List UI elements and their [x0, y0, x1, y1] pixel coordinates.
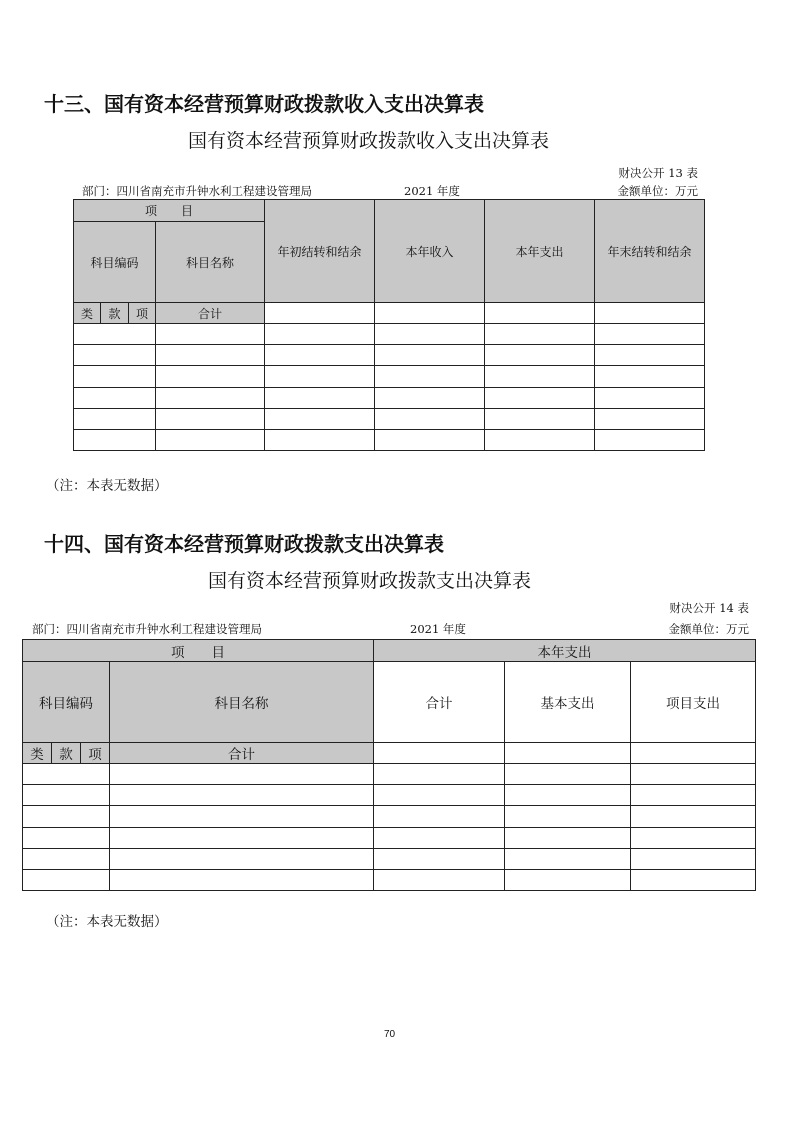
- header-current-income: 本年收入: [375, 200, 485, 303]
- header-subject-name: 科目名称: [156, 222, 265, 303]
- header-item: 项 目: [74, 200, 265, 222]
- header-opening-balance: 年初结转和结余: [265, 200, 375, 303]
- row-total-label: 合计: [110, 743, 374, 764]
- section-13-form-no: 财决公开 13 表: [618, 166, 698, 180]
- header-xiang: 项: [129, 303, 156, 324]
- header-project-expense: 项目支出: [631, 662, 756, 743]
- total-cell: [631, 743, 756, 764]
- header-xiang: 项: [81, 743, 110, 764]
- table-row: [23, 764, 756, 785]
- table-row: [74, 388, 705, 409]
- section-13-note: （注：本表无数据）: [46, 478, 168, 494]
- table-row: [23, 785, 756, 806]
- header-subject-name: 科目名称: [110, 662, 374, 743]
- table-row: [23, 870, 756, 891]
- header-total: 合计: [374, 662, 505, 743]
- header-kuan: 款: [101, 303, 129, 324]
- header-lei: 类: [74, 303, 101, 324]
- total-cell: [375, 303, 485, 324]
- header-current-expense: 本年支出: [374, 640, 756, 662]
- total-cell: [374, 743, 505, 764]
- header-item: 项 目: [23, 640, 374, 662]
- total-cell: [485, 303, 595, 324]
- section-13-table-title: 国有资本经营预算财政拨款收入支出决算表: [188, 130, 550, 152]
- total-cell: [265, 303, 375, 324]
- table-row: [74, 345, 705, 366]
- header-closing-balance: 年末结转和结余: [595, 200, 705, 303]
- section-13-year: 2021 年度: [404, 184, 460, 198]
- header-kuan: 款: [52, 743, 81, 764]
- section-14-unit: 金额单位：万元: [668, 622, 749, 636]
- page-number: 70: [384, 1029, 396, 1040]
- section-13-department: 部门：四川省南充市升钟水利工程建设管理局: [82, 184, 312, 198]
- section-14-table-title: 国有资本经营预算财政拨款支出决算表: [208, 570, 532, 592]
- section-14-form-no: 财决公开 14 表: [669, 601, 749, 615]
- total-cell: [505, 743, 631, 764]
- section-14-year: 2021 年度: [410, 622, 466, 636]
- table-row: [23, 849, 756, 870]
- table-row: [74, 430, 705, 451]
- section-14-table: [22, 639, 756, 891]
- total-cell: [595, 303, 705, 324]
- section-13-table: [73, 199, 705, 451]
- section-13-heading: 十三、国有资本经营预算财政拨款收入支出决算表: [44, 92, 484, 116]
- table-row: [74, 366, 705, 388]
- header-basic-expense: 基本支出: [505, 662, 631, 743]
- section-14-heading: 十四、国有资本经营预算财政拨款支出决算表: [44, 532, 444, 556]
- section-14-note: （注：本表无数据）: [46, 914, 168, 930]
- table-row: [23, 828, 756, 849]
- header-subject-code: 科目编码: [23, 662, 110, 743]
- table-row: [74, 324, 705, 345]
- section-13-unit: 金额单位：万元: [617, 184, 698, 198]
- table-row: [23, 806, 756, 828]
- header-lei: 类: [23, 743, 52, 764]
- header-subject-code: 科目编码: [74, 222, 156, 303]
- row-total-label: 合计: [156, 303, 265, 324]
- table-row: [74, 409, 705, 430]
- section-14-department: 部门：四川省南充市升钟水利工程建设管理局: [32, 622, 262, 636]
- header-current-expense: 本年支出: [485, 200, 595, 303]
